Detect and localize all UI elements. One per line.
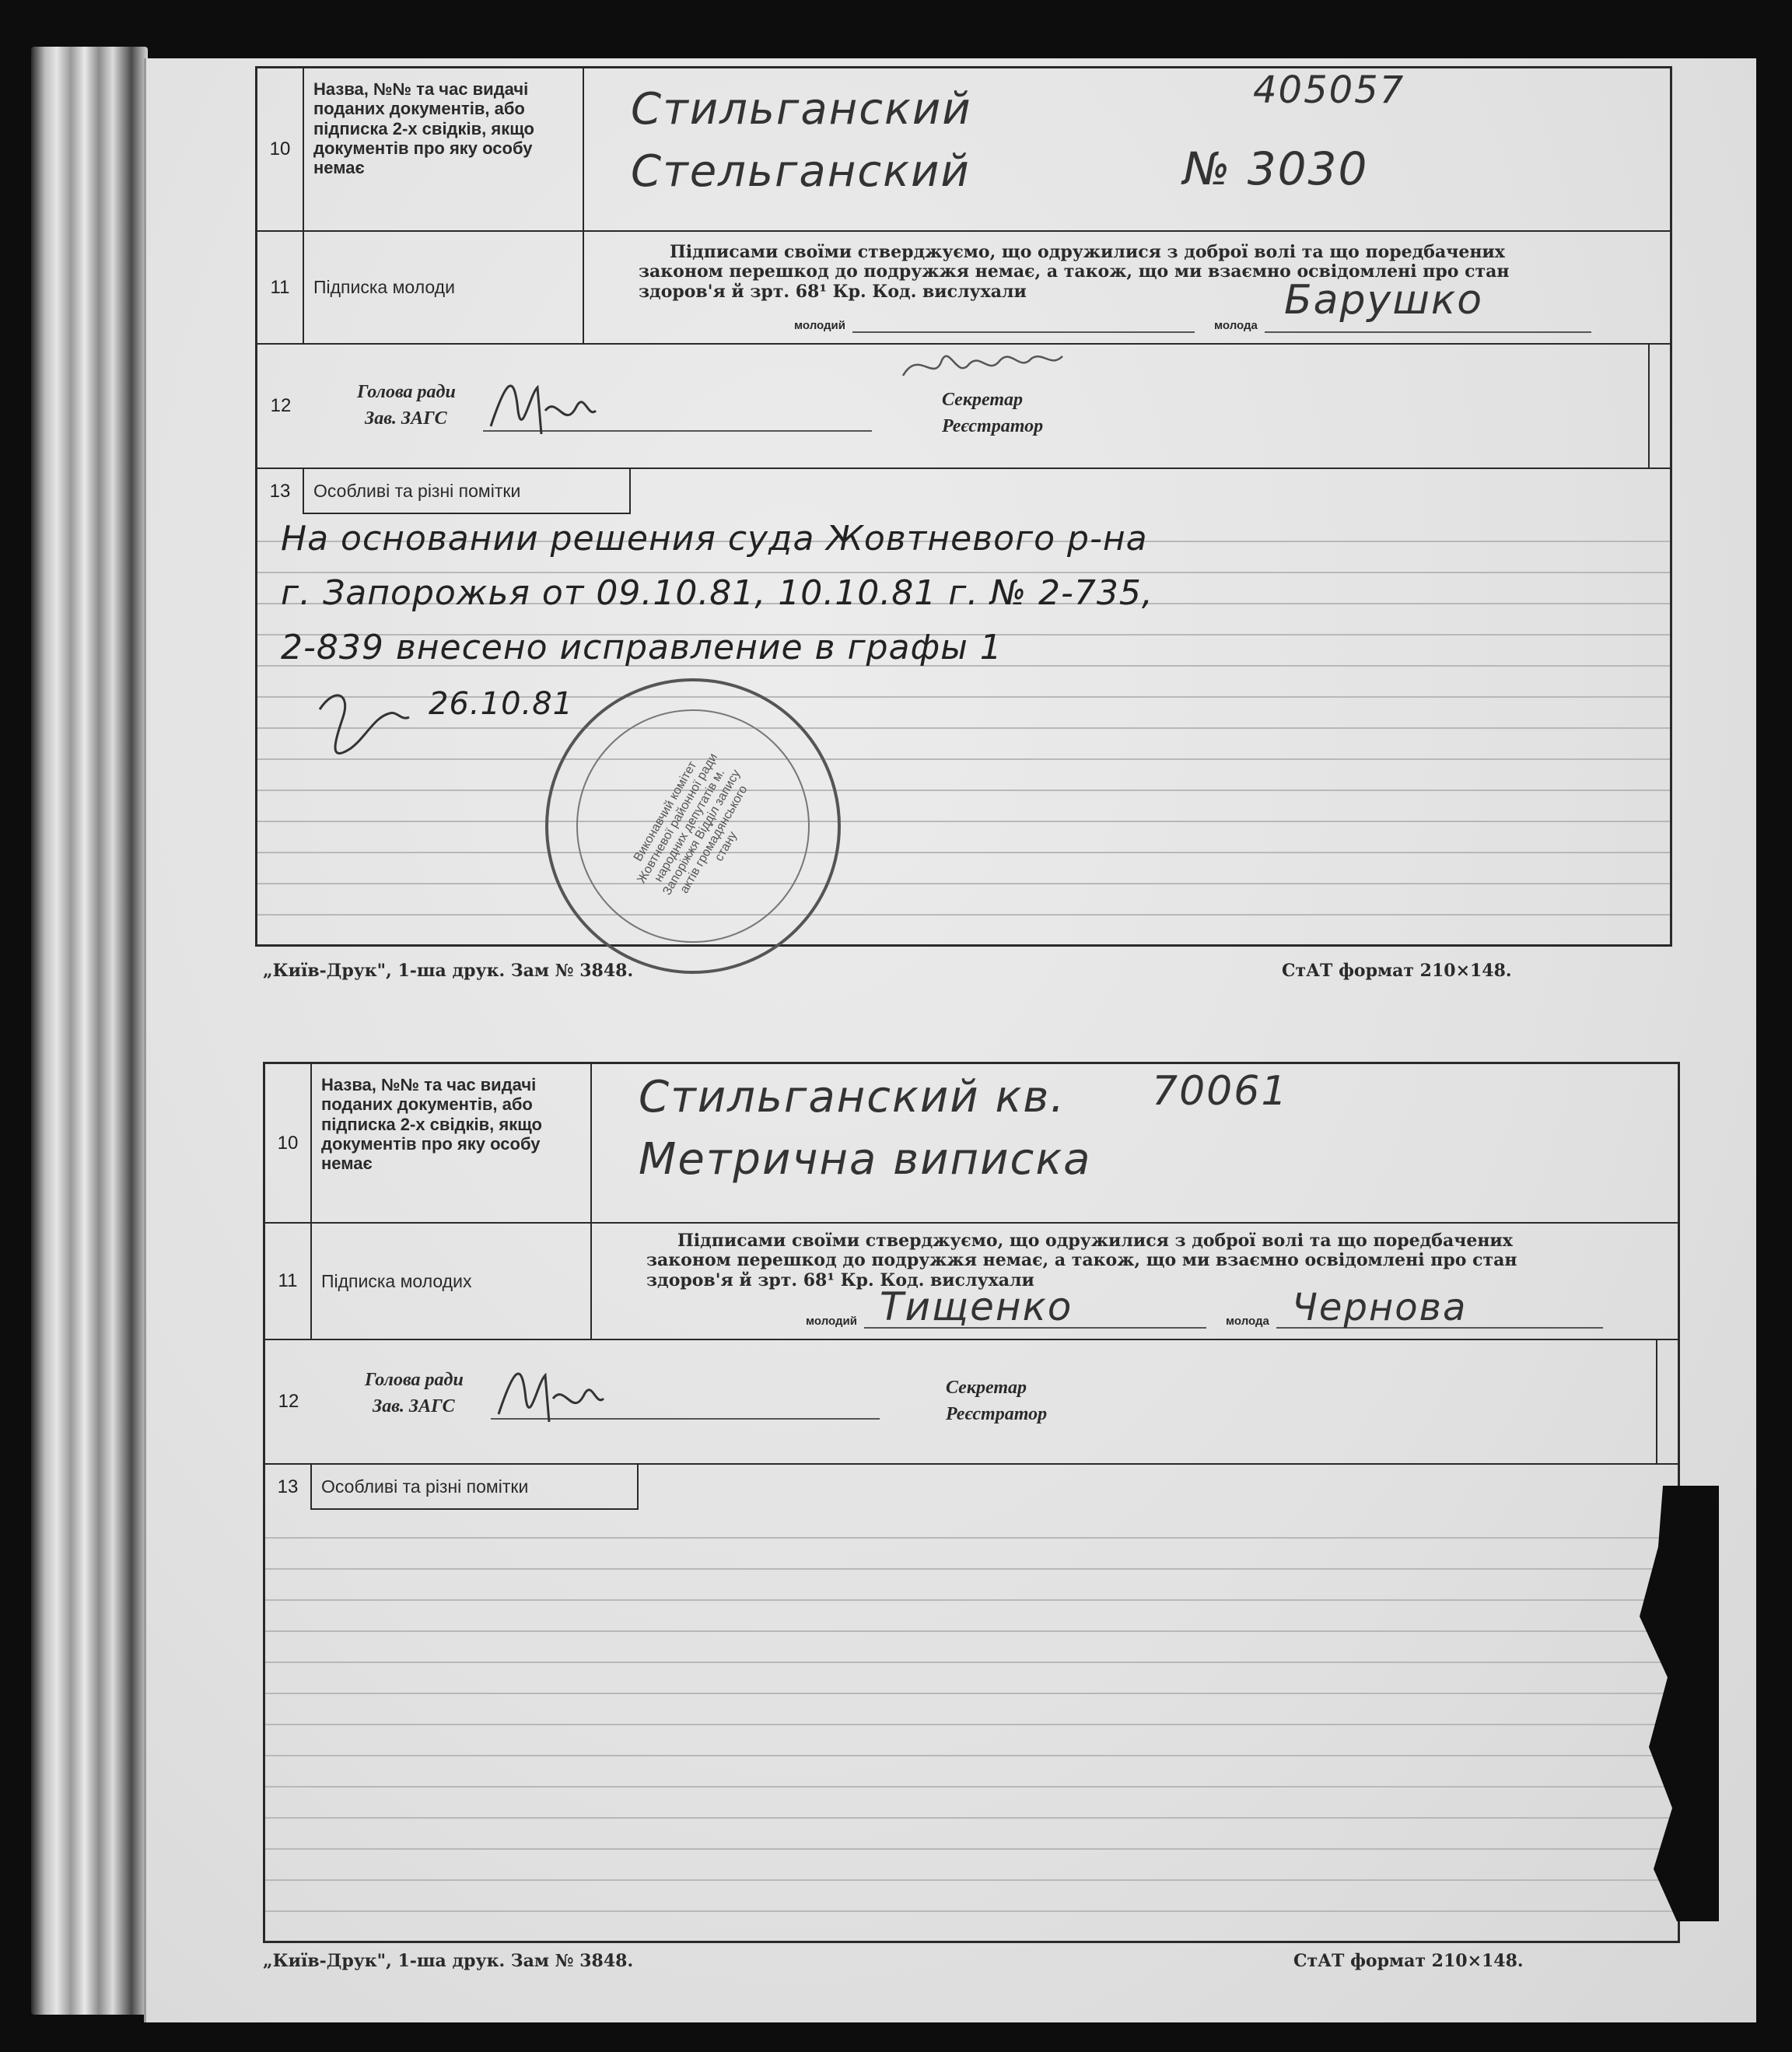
row-number: 10 — [257, 68, 304, 230]
handwritten-surname: Стильганский — [631, 84, 972, 135]
row-number: 12 — [278, 1391, 299, 1412]
handwritten-top-number: 405057 — [1253, 68, 1405, 112]
row-content — [584, 68, 1670, 230]
lower-footer-format: СтАТ формат 210×148. — [1293, 1951, 1524, 1971]
lower-row-11 — [265, 1224, 1678, 1340]
row-label: Особливі та різні помітки — [312, 1465, 639, 1510]
lower-row-12 — [265, 1340, 1678, 1465]
binding-spine — [31, 47, 148, 2015]
upper-footer-format: СтАТ формат 210×148. — [1282, 961, 1512, 981]
bride-label: молода — [1214, 319, 1258, 332]
lower-footer-printer: „Київ-Друк", 1-ша друк. Зам № 3848. — [263, 1951, 634, 1971]
stamp-text: Виконавчий комітет Жовтневої районної ради народних депутатів м. Запоріжжя Відділ запису актів громадянського стану — [631, 751, 751, 898]
row-number: 13 — [257, 469, 304, 514]
bride-label: молода — [1226, 1315, 1269, 1328]
handwritten-record-number: № 3030 — [1183, 142, 1369, 195]
upper-notes-area — [255, 511, 1672, 947]
row-label: Назва, №№ та час видачі поданих документів, або підписка 2-х свідків, якщо документів про яку особу немає — [304, 68, 584, 230]
document-page — [144, 58, 1756, 2022]
row-number: 11 — [265, 1224, 312, 1339]
lower-notes-area — [263, 1507, 1680, 1943]
row-number: 11 — [257, 232, 304, 343]
row-number: 12 — [270, 395, 292, 416]
head-signature — [491, 1352, 607, 1437]
upper-row-11 — [257, 232, 1670, 345]
upper-footer-printer: „Київ-Друк", 1-ша друк. Зам № 3848. — [263, 961, 634, 981]
note-line-1: На основании решения суда Жовтневого р-на — [281, 519, 1148, 559]
groom-label: молодий — [806, 1315, 857, 1328]
handwritten-document-type: Метрична виписка — [639, 1134, 1092, 1185]
row-label: Підписка молоди — [304, 232, 584, 343]
bride-signature: Чернова — [1292, 1286, 1468, 1329]
groom-label: молодий — [794, 319, 845, 332]
bride-signature: Барушко — [1284, 277, 1484, 324]
secretary-label: Секретар — [946, 1378, 1027, 1398]
head-label: Голова ради — [365, 1370, 464, 1390]
handwritten-surname: Стильганский кв. — [639, 1072, 1066, 1122]
lower-form — [263, 1062, 1680, 1510]
groom-signature-line — [852, 331, 1195, 333]
official-stamp — [545, 678, 841, 974]
consent-statement: Підписами своїми стверджуємо, що одружилися з доброї волі та що поредбачених законом перешкод до подружжя немає, а також, що ми взаємно освідомлені про стан здоров'я й зрт. 68¹ Кр. Код. виcлухали — [646, 1231, 1517, 1290]
handwritten-surname-corrected: Стельганский — [631, 146, 971, 197]
upper-row-12 — [257, 345, 1670, 469]
secretary-signature — [895, 345, 1066, 391]
row-label: Особливі та різні помітки — [304, 469, 631, 514]
bride-signature-line — [1265, 331, 1591, 333]
zags-label: Зав. ЗАГС — [373, 1396, 455, 1416]
head-label: Голова ради — [357, 382, 456, 402]
upper-form — [255, 66, 1672, 514]
row-content — [584, 232, 1670, 343]
row-right-margin — [1656, 1340, 1678, 1463]
note-line-3: 2-839 внесено исправление в графы 1 — [281, 628, 1003, 667]
lower-row-10 — [265, 1064, 1678, 1224]
upper-row-10 — [257, 68, 1670, 232]
row-label: Підписка молодих — [312, 1224, 592, 1339]
note-signature — [304, 678, 413, 772]
zags-label: Зав. ЗАГС — [365, 408, 447, 429]
groom-signature: Тищенко — [880, 1284, 1073, 1329]
note-line-2: г. Запорожья от 09.10.81, 10.10.81 г. № 2-735, — [281, 573, 1153, 613]
row-label: Назва, №№ та час видачі поданих документів, або підписка 2-х свідків, якщо документів про яку особу немає — [312, 1064, 592, 1222]
row-right-margin — [1648, 345, 1670, 467]
secretary-label: Секретар — [942, 390, 1023, 410]
row-content — [592, 1064, 1678, 1222]
consent-statement: Підписами своїми стверджуємо, що одружилися з доброї волі та що поредбачених законом перешкод до подружжя немає, а також, що ми взаємно освідомлені про стан здоров'я й зрт. 68¹ Кр. Код. виcлухали — [639, 242, 1510, 302]
lower-row-13 — [265, 1465, 1678, 1510]
upper-row-13 — [257, 469, 1670, 514]
registrar-label: Реєстратор — [942, 416, 1044, 436]
row-content — [592, 1224, 1678, 1339]
head-signature — [483, 364, 600, 450]
row-number: 13 — [265, 1465, 312, 1510]
note-date: 26.10.81 — [429, 686, 574, 722]
row-number: 10 — [265, 1064, 312, 1222]
handwritten-record-number: 70061 — [1152, 1068, 1289, 1115]
registrar-label: Реєстратор — [946, 1404, 1048, 1424]
